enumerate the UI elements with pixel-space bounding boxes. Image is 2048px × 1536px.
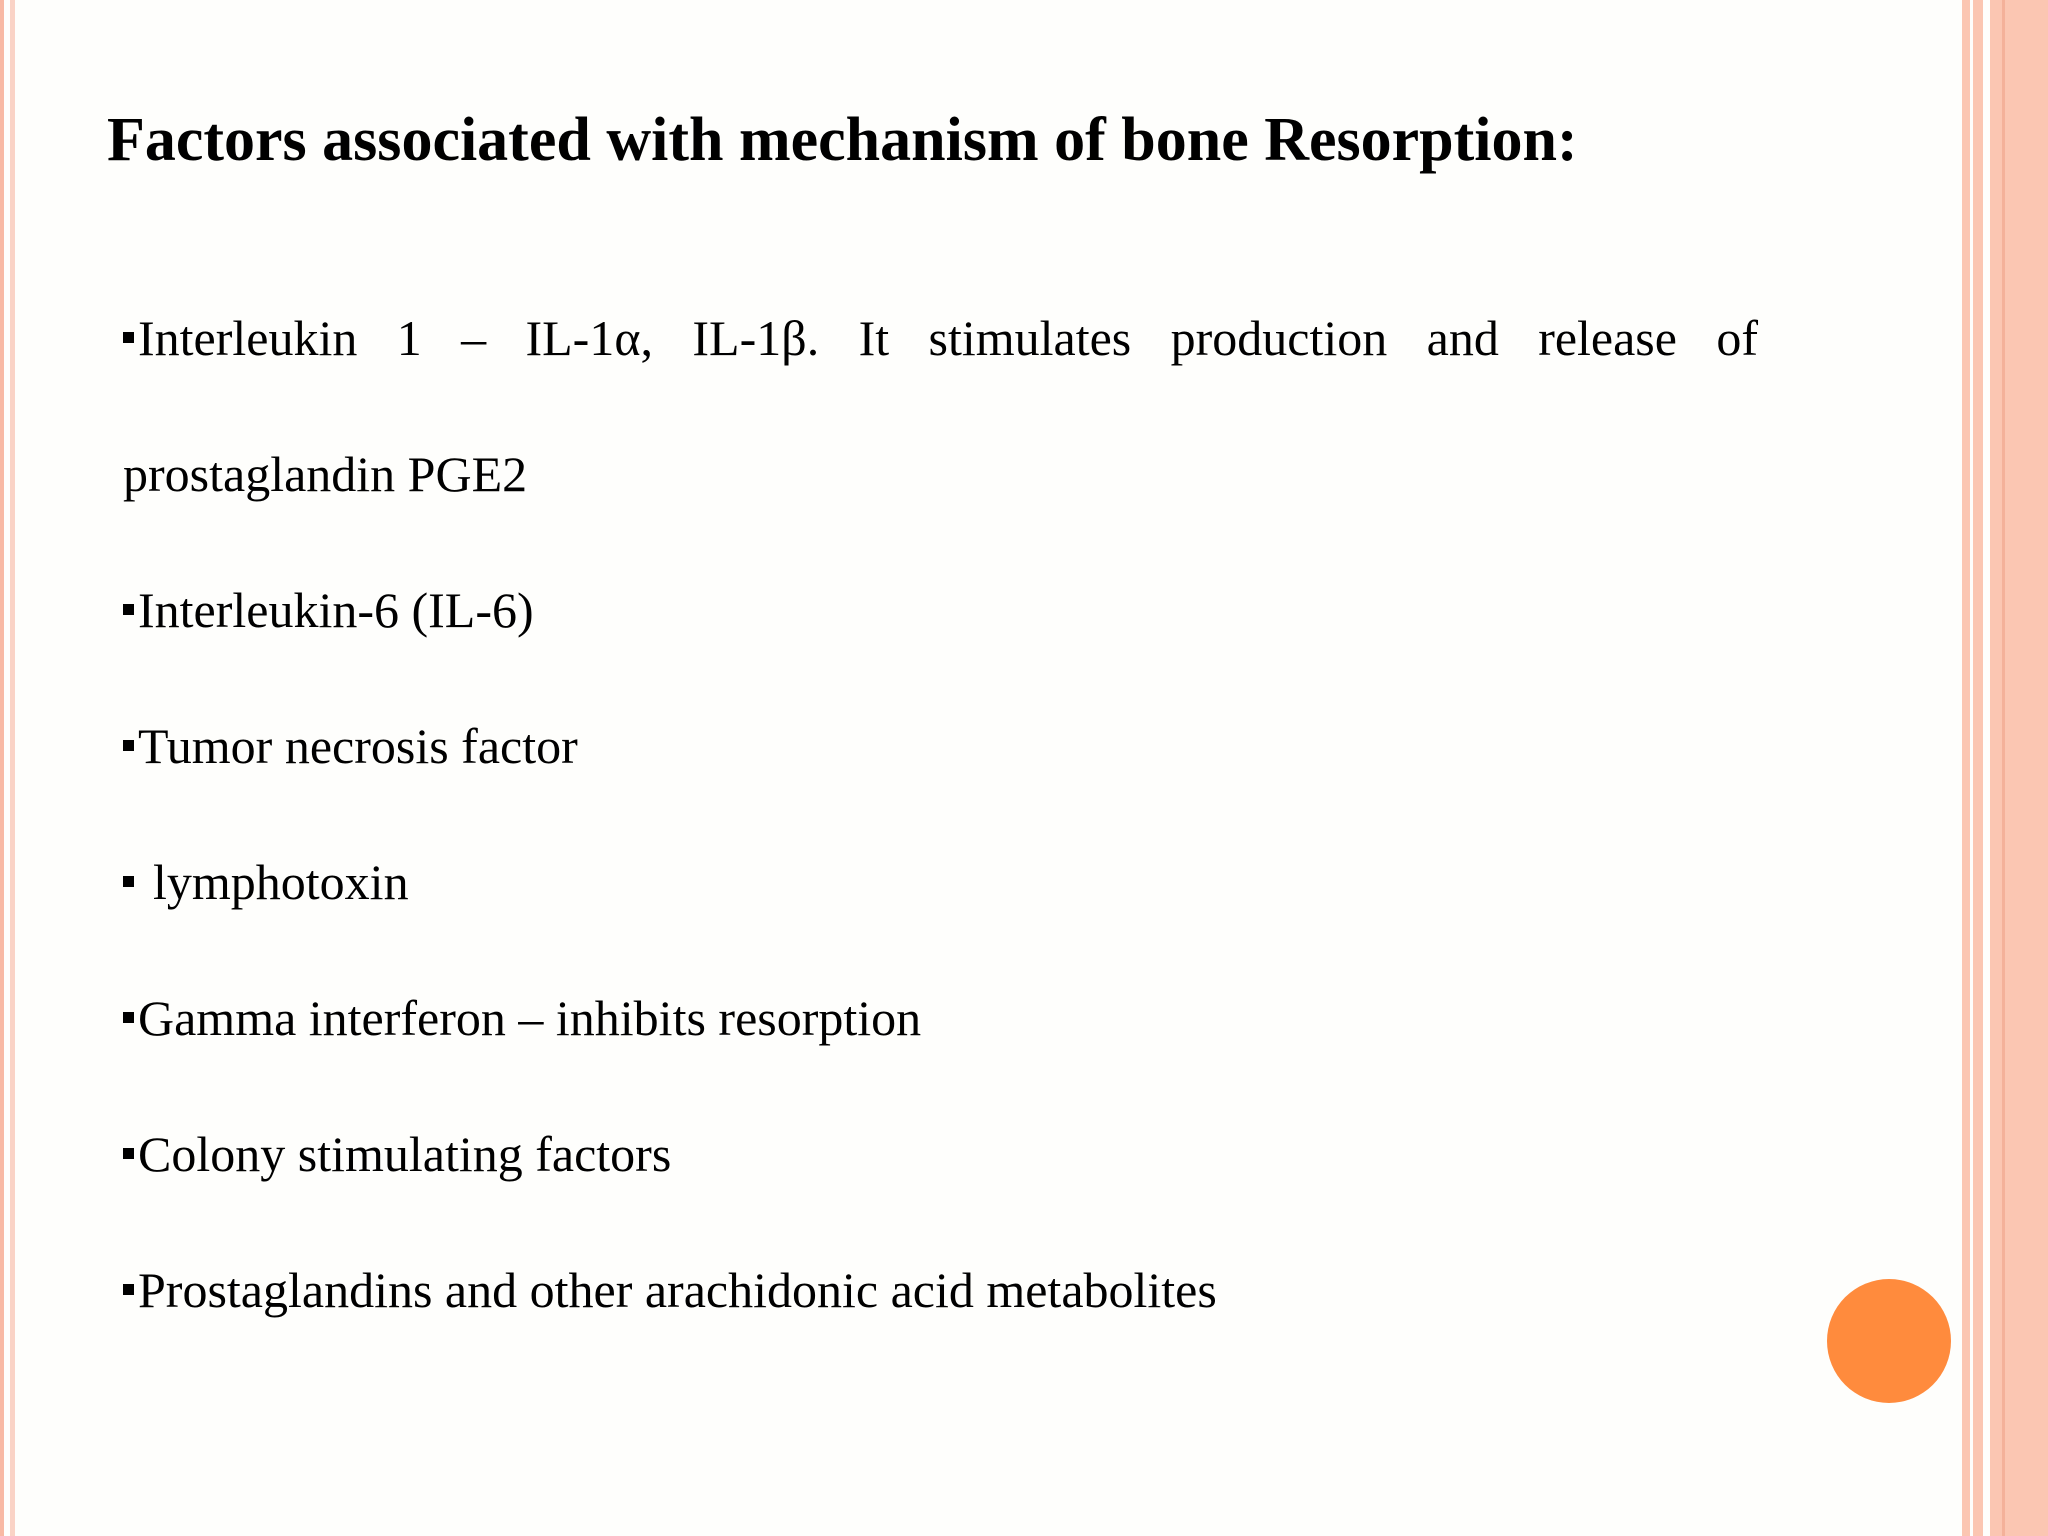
square-bullet-icon bbox=[123, 1012, 134, 1023]
right-border-stripe-1 bbox=[1962, 0, 1970, 1536]
list-item bbox=[123, 678, 1758, 814]
left-border-stripe bbox=[0, 0, 4, 1536]
list-item bbox=[123, 950, 1758, 1086]
list-item-text: lymphotoxin bbox=[153, 854, 409, 910]
list-item-text: Tumor necrosis factor bbox=[138, 718, 578, 774]
right-border-band bbox=[1990, 0, 2048, 1536]
bullet-list bbox=[123, 270, 1758, 1358]
list-item-text: Gamma interferon – inhibits resorption bbox=[138, 990, 922, 1046]
list-item bbox=[123, 270, 1758, 542]
list-item-text: Colony stimulating factors bbox=[138, 1126, 672, 1182]
square-bullet-icon bbox=[123, 876, 134, 887]
orange-circle-icon bbox=[1827, 1279, 1951, 1403]
square-bullet-icon bbox=[123, 1284, 134, 1295]
list-item-text: Interleukin-6 (IL-6) bbox=[138, 582, 534, 638]
list-item bbox=[123, 542, 1758, 678]
list-item bbox=[123, 1222, 1758, 1358]
list-item bbox=[123, 1086, 1758, 1222]
square-bullet-icon bbox=[123, 740, 134, 751]
left-border-stripe-inner bbox=[10, 0, 15, 1536]
list-item bbox=[123, 814, 1758, 950]
right-border-stripe-2 bbox=[1973, 0, 1983, 1536]
square-bullet-icon bbox=[123, 604, 134, 615]
right-border-line bbox=[2002, 0, 2005, 1536]
square-bullet-icon bbox=[123, 1148, 134, 1159]
slide-title: Factors associated with mechanism of bone Resorption: bbox=[107, 106, 1578, 174]
list-item-text: Interleukin 1 – IL-1α, IL-1β. It stimulates production and release of prostaglandin PGE2 bbox=[123, 310, 1758, 502]
square-bullet-icon bbox=[123, 332, 134, 343]
list-item-text: Prostaglandins and other arachidonic acid metabolites bbox=[138, 1262, 1217, 1318]
